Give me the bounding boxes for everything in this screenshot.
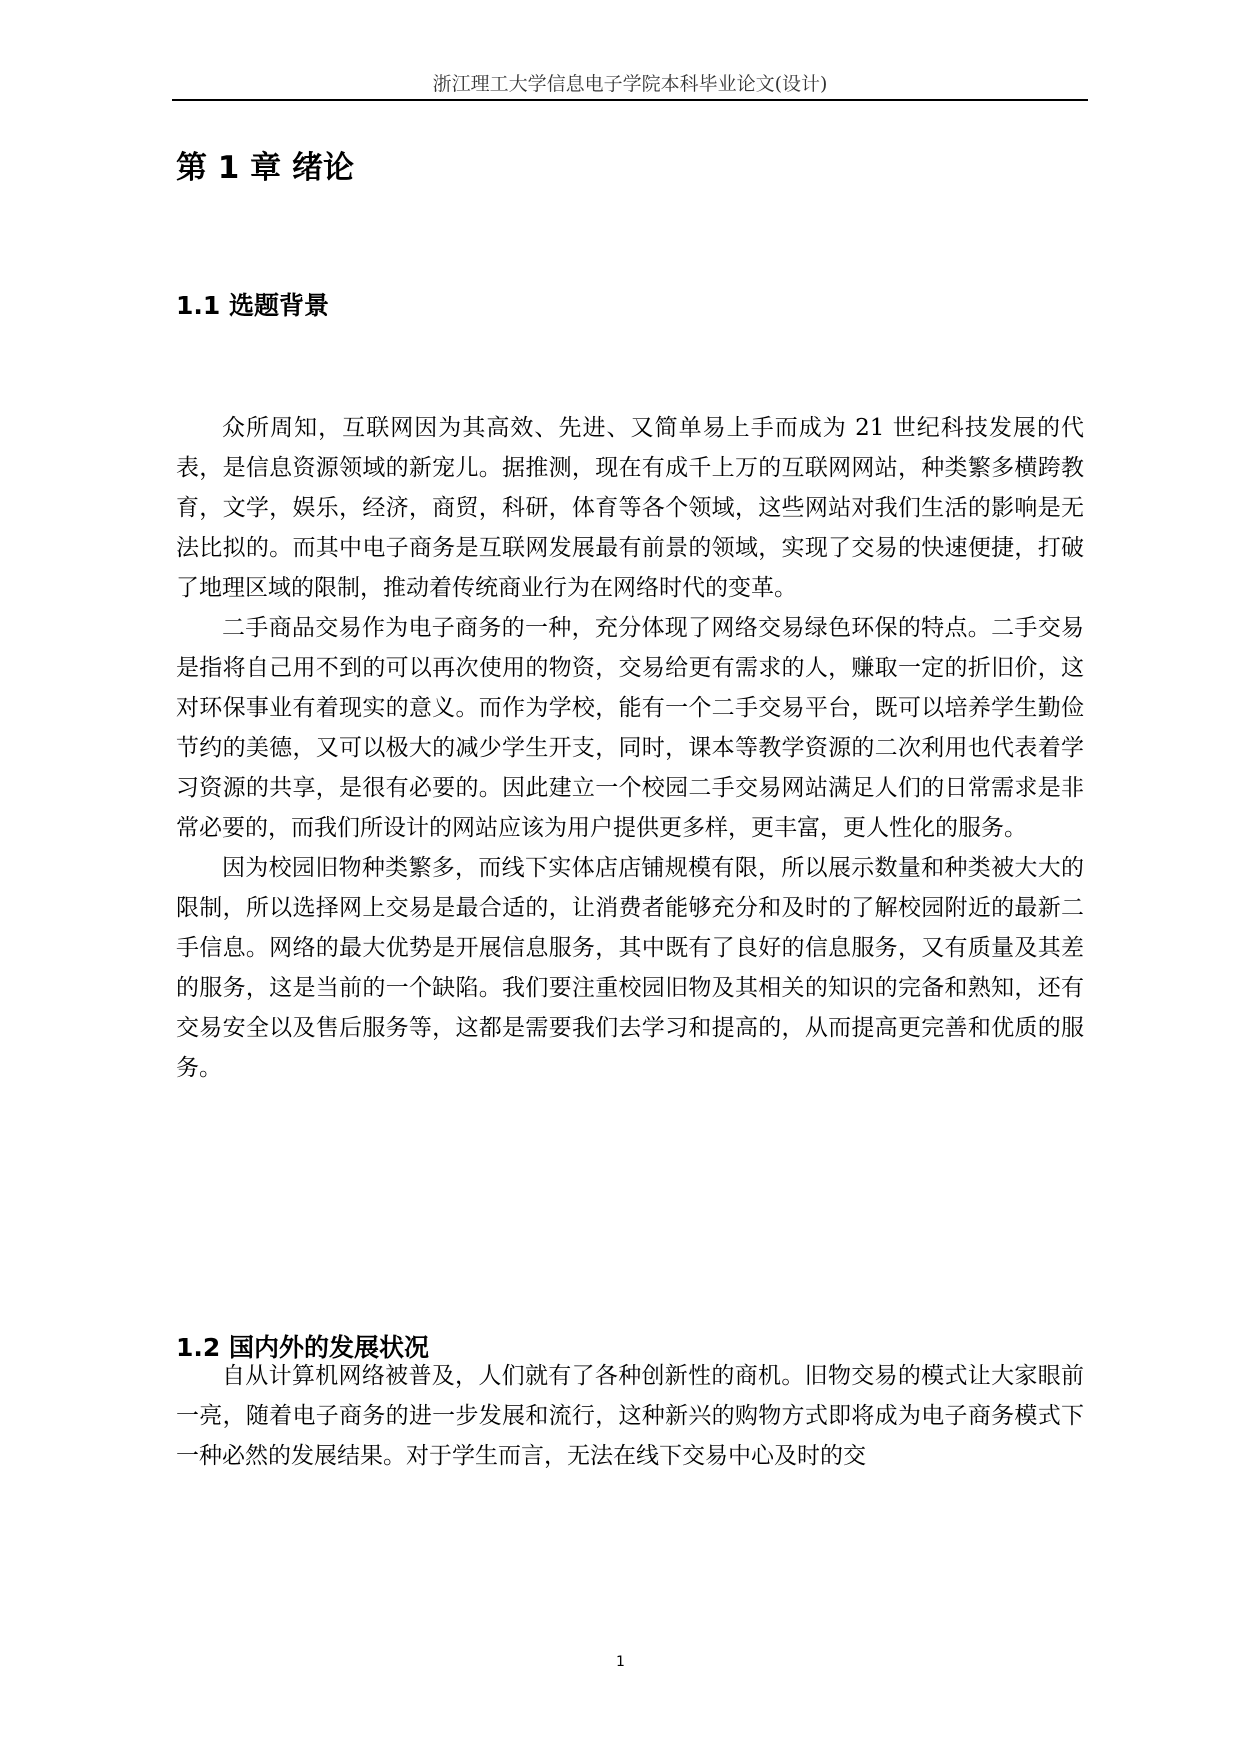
section-body-1-1 [176, 408, 1084, 1088]
section-body-1-2 [176, 1356, 1084, 1476]
header-rule [172, 99, 1088, 101]
paragraph: 二手商品交易作为电子商务的一种，充分体现了网络交易绿色环保的特点。二手交易是指将自己用不到的可以再次使用的物资，交易给更有需求的人，赚取一定的折旧价，这对环保事业有着现实的意义。而作为学校，能有一个二手交易平台，既可以培养学生勤俭节约的美德，又可以极大的减少学生开支，同时，课本等教学资源的二次利用也代表着学习资源的共享，是很有必要的。因此建立一个校园二手交易网站满足人们的日常需求是非常必要的，而我们所设计的网站应该为用户提供更多样，更丰富，更人性化的服务。 [176, 615, 1084, 841]
chapter-title: 第 1 章 绪论 [176, 150, 354, 186]
paragraph: 自从计算机网络被普及，人们就有了各种创新性的商机。旧物交易的模式让大家眼前一亮，随着电子商务的进一步发展和流行，这种新兴的购物方式即将成为电子商务模式下一种必然的发展结果。对于学生而言，无法在线下交易中心及时的交 [176, 1363, 1084, 1469]
section-title-1-2: 1.2 国内外的发展状况 [176, 1333, 429, 1362]
paragraph: 因为校园旧物种类繁多，而线下实体店店铺规模有限，所以展示数量和种类被大大的限制，所以选择网上交易是最合适的，让消费者能够充分和及时的了解校园附近的最新二手信息。网络的最大优势是开展信息服务，其中既有了良好的信息服务，又有质量及其差的服务，这是当前的一个缺陷。我们要注重校园旧物及其相关的知识的完备和熟知，还有交易安全以及售后服务等，这都是需要我们去学习和提高的，从而提高更完善和优质的服务。 [176, 855, 1084, 1081]
running-header: 浙江理工大学信息电子学院本科毕业论文(设计) [432, 73, 828, 95]
page-number: 1 [616, 1654, 625, 1670]
paragraph: 众所周知，互联网因为其高效、先进、又简单易上手而成为 21 世纪科技发展的代表，是信息资源领域的新宠儿。据推测，现在有成千上万的互联网网站，种类繁多横跨教育，文学，娱乐，经济，商贸，科研，体育等各个领域，这些网站对我们生活的影响是无法比拟的。而其中电子商务是互联网发展最有前景的领域，实现了交易的快速便捷，打破了地理区域的限制，推动着传统商业行为在网络时代的变革。 [176, 415, 1084, 601]
section-title-1-1: 1.1 选题背景 [176, 291, 329, 320]
